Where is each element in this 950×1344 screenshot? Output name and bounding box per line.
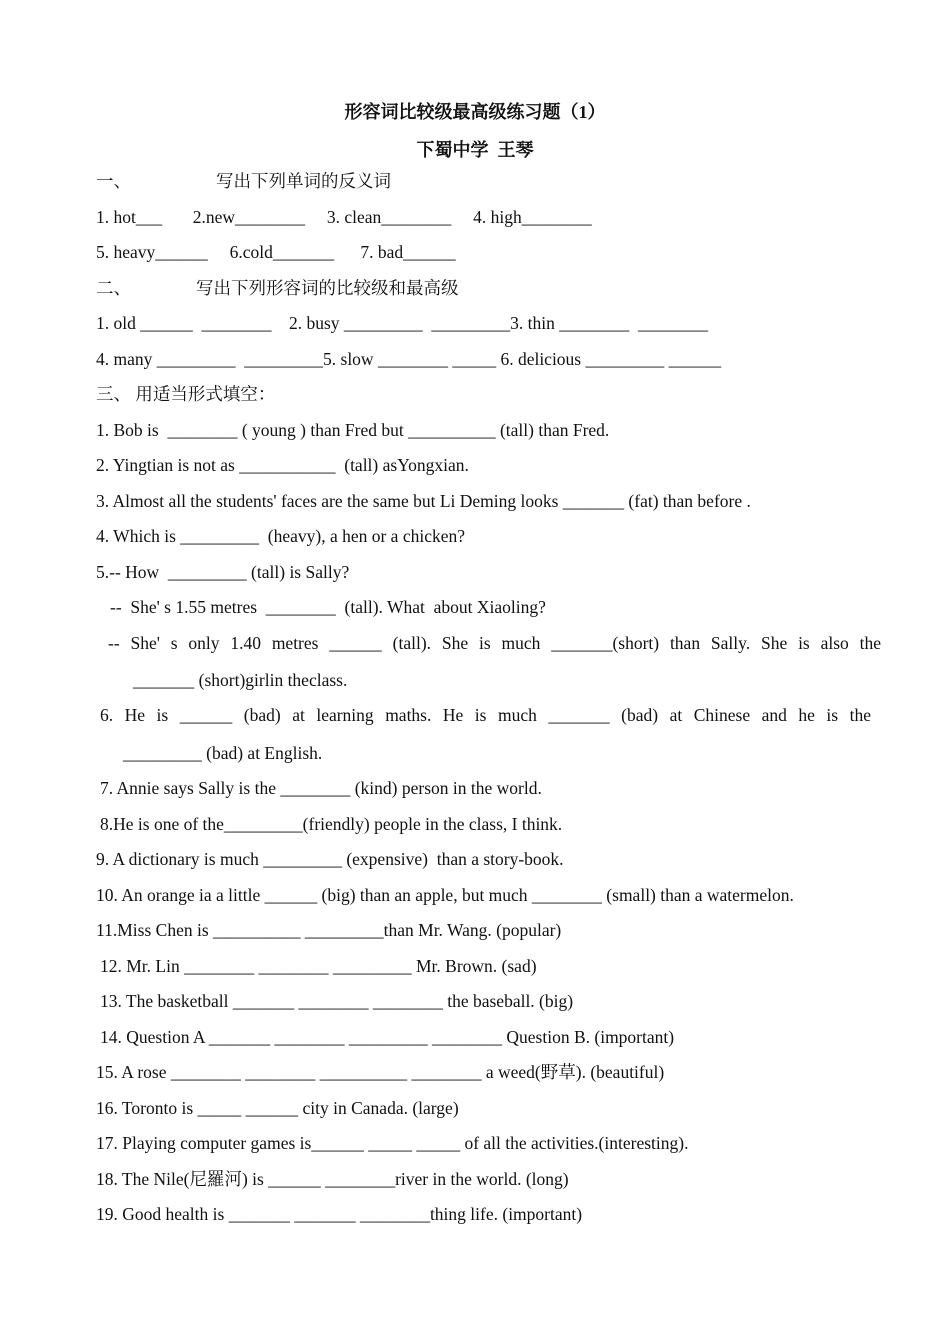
question-2: 2. Yingtian is not as ___________ (tall) asYongxian. [96,455,469,475]
section2-heading-number: 二、 [96,278,131,298]
question-5-line-3: -- She' s only 1.40 metres ______ (tall). She is much _______(short) than Sally. She is also the [108,633,881,653]
section2-heading-text: 写出下列形容词的比较级和最高级 [196,278,459,298]
question-14: 14. Question A _______ ________ _________ ________ Question B. (important) [100,1027,675,1047]
question-5-line-4: _______ (short)girlin theclass. [133,670,348,690]
question-19: 19. Good health is _______ _______ ________thing life. (important) [96,1204,583,1224]
question-1: 1. Bob is ________ ( young ) than Fred but __________ (tall) than Fred. [96,420,610,440]
section1-heading-text: 写出下列单词的反义词 [216,171,391,191]
question-11: 11.Miss Chen is __________ _________than Mr. Wang. (popular) [96,920,562,940]
question-5-line-2: -- She' s 1.55 metres ________ (tall). What about Xiaoling? [110,597,546,617]
question-6-line-2: _________ (bad) at English. [123,743,323,763]
question-17: 17. Playing computer games is______ _____ _____ of all the activities.(interesting). [96,1133,689,1153]
section1-line-1: 1. hot___ 2.new________ 3. clean________ 4. high________ [96,207,592,227]
section2-line-2: 4. many _________ _________5. slow ________ _____ 6. delicious _________ ______ [96,349,722,369]
section1-heading-number: 一、 [96,171,131,191]
question-18: 18. The Nile(尼羅河) is ______ ________river in the world. (long) [96,1169,569,1189]
question-8: 8.He is one of the_________(friendly) people in the class, I think. [100,814,563,834]
question-10: 10. An orange ia a little ______ (big) than an apple, but much ________ (small) than a watermelon. [96,885,794,905]
question-15: 15. A rose ________ ________ __________ ________ a weed(野草). (beautiful) [96,1062,665,1082]
question-6-line-1: 6. He is ______ (bad) at learning maths. He is much _______ (bad) at Chinese and he is the [100,705,871,725]
worksheet-subtitle: 下蜀中学 王琴 [416,140,534,160]
question-12: 12. Mr. Lin ________ ________ _________ Mr. Brown. (sad) [100,956,537,976]
section2-line-1: 1. old ______ ________ 2. busy _________ _________3. thin ________ ________ [96,313,709,333]
section3-heading: 三、 用适当形式填空： [96,384,276,404]
question-5-line-1: 5.-- How _________ (tall) is Sally? [96,562,350,582]
question-9: 9. A dictionary is much _________ (expensive) than a story-book. [96,849,564,869]
question-3: 3. Almost all the students' faces are the same but Li Deming looks _______ (fat) than before . [96,491,751,511]
question-13: 13. The basketball _______ ________ ________ the baseball. (big) [100,991,574,1011]
question-16: 16. Toronto is _____ ______ city in Canada. (large) [96,1098,459,1118]
question-4: 4. Which is _________ (heavy), a hen or a chicken? [96,526,466,546]
section1-line-2: 5. heavy______ 6.cold_______ 7. bad______ [96,242,456,262]
worksheet-title: 形容词比较级最高级练习题（1） [344,102,606,122]
question-7: 7. Annie says Sally is the ________ (kind) person in the world. [100,778,542,798]
